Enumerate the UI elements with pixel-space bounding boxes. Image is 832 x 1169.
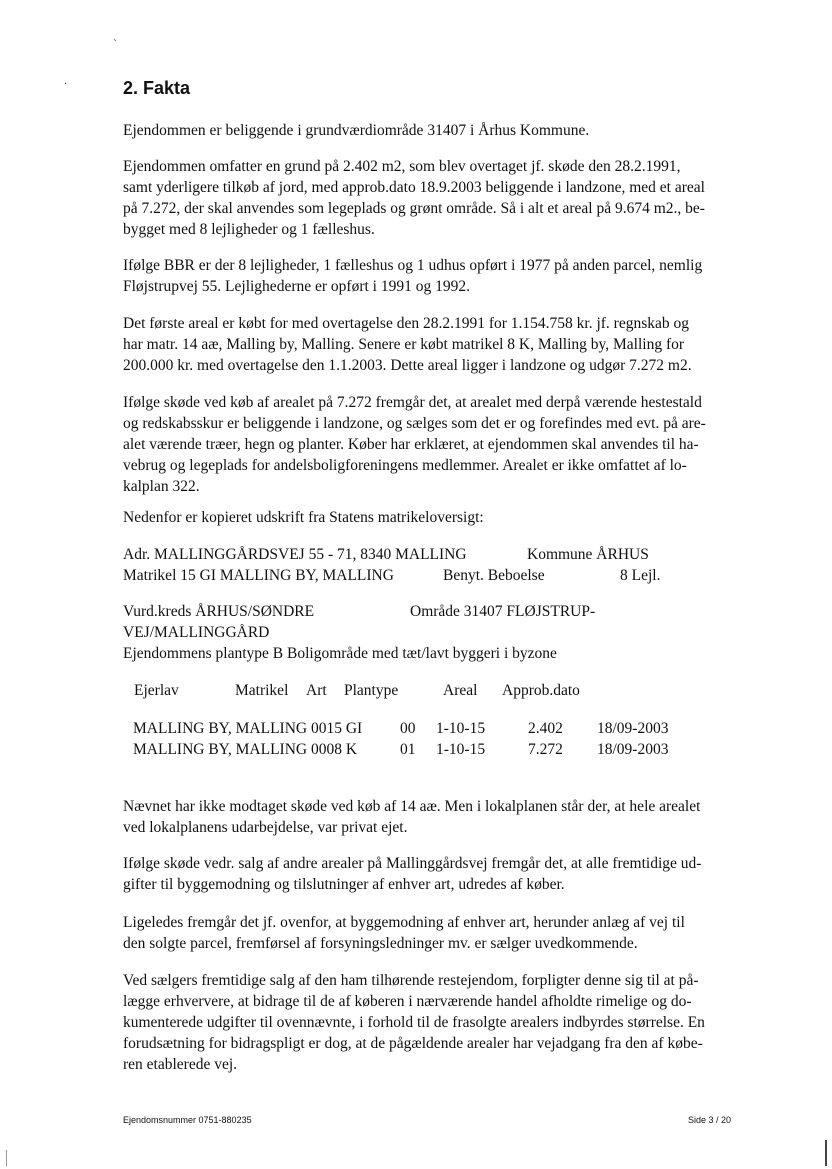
footer-page-number: Side 3 / 20 [688,1115,732,1125]
text-line: 200.000 kr. med overtagelse den 1.1.2003. Dette areal ligger i landzone og udgør 7.272 m2. [123,357,692,374]
section-heading: 2. Fakta [123,78,191,98]
col-header-plantype: Plantype [344,682,399,699]
matrikel-number: Matrikel 15 GI MALLING BY, MALLING [123,567,394,584]
col-header-matrikel: Matrikel [235,682,289,699]
paragraph [123,392,763,497]
matrikel-omraade-cont-row [123,622,723,643]
text-line: ren etablerede vej. [123,1056,238,1073]
matrikel-table-header [123,680,723,701]
scan-edge-mark [825,1140,827,1166]
text-line: og redskabsskur er beliggende i landzone, og sælges som det er og forefindes med evt. på are- [123,415,706,432]
text-line: samt yderligere tilkøb af jord, med approb.dato 18.9.2003 beliggende i landzone, med et areal [123,179,705,196]
matrikel-address-row [123,544,723,565]
text-line: har matr. 14 aæ, Malling by, Malling. Senere er købt matrikel 8 K, Malling by, Malling for [123,336,685,353]
matrikel-benyt: Benyt. Beboelse [443,567,545,584]
cell-approb: 18/09-2003 [597,741,669,758]
footer-property-number: Ejendomsnummer 0751-880235 [123,1115,252,1125]
text-line: kumenterede udgifter til ovennævnte, i forhold til de frasolgte arealers indbyrdes størrelse. En [123,1014,705,1031]
cell-art: 01 [400,741,416,758]
text-line: alet værende træer, hegn og planter. Køber har erklæret, at ejendommen skal anvendes til ha- [123,436,699,453]
paragraph [123,853,763,895]
text-line: forudsætning for bidragspligt er dog, at de pågældende arealer har vejadgang fra den af købe- [123,1035,703,1052]
text-line: Ejendommen er beliggende i grundværdiområde 31407 i Århus Kommune. [123,122,590,139]
cell-plantype: 1-10-15 [436,720,486,737]
text-line: ved lokalplanens udarbejdelse, var privat ejet. [123,819,408,836]
cell-plantype: 1-10-15 [436,741,486,758]
table-row [123,718,723,739]
text-line: på 7.272, der skal anvendes som legeplads og grønt område. Så i alt et areal på 9.674 m2., be- [123,200,705,217]
cell-ejerlav-matrikel: MALLING BY, MALLING 0008 K [133,741,358,758]
text-line: gifter til byggemodning og tilslutninger af enhver art, udredes af køber. [123,876,565,893]
table-row [123,739,723,760]
matrikel-kommune: Kommune ÅRHUS [527,546,649,563]
scan-edge-mark [6,1150,7,1166]
paragraph [123,796,763,838]
matrikel-address: Adr. MALLINGGÅRDSVEJ 55 - 71, 8340 MALLING [123,546,467,563]
scan-speck: · [64,79,68,90]
paragraph [123,970,763,1075]
paragraph [123,313,763,376]
paragraph [123,156,763,240]
cell-approb: 18/09-2003 [597,720,669,737]
paragraph [123,507,763,528]
text-line: Ved sælgers fremtidige salg af den ham tilhørende restejendom, forpligter denne sig til at på- [123,972,699,989]
text-line: Ifølge BBR er der 8 lejligheder, 1 fælleshus og 1 udhus opført i 1977 på anden parcel, nemlig [123,257,703,274]
matrikel-plantype-row [123,643,723,664]
text-line: Ligeledes fremgår det jf. ovenfor, at byggemodning af enhver art, herunder anlæg af vej til [123,914,685,931]
matrikel-vurd-block [123,601,723,664]
matrikel-table-body [123,718,723,760]
text-line: bygget med 8 lejligheder og 1 fælleshus. [123,221,375,238]
matrikel-plantype: Ejendommens plantype B Boligområde med tæt/lavt byggeri i byzone [123,645,557,662]
text-line: Fløjstrupvej 55. Lejlighederne er opført i 1991 og 1992. [123,278,470,295]
text-line: lægge erhververe, at bidrage til de af køberen i nærværende handel afholdte rimelige og do- [123,993,692,1010]
cell-areal: 2.402 [528,720,563,737]
paragraph [123,912,763,954]
col-header-approb: Approb.dato [502,682,580,699]
text-line: Ifølge skøde vedr. salg af andre arealer på Mallinggårdsvej fremgår det, at alle fremtidige ud- [123,855,702,872]
cell-ejerlav-matrikel: MALLING BY, MALLING 0015 GI [133,720,363,737]
matrikel-omraade-cont: VEJ/MALLINGGÅRD [123,624,270,641]
text-line: Ifølge skøde ved køb af arealet på 7.272 fremgår det, at arealet med derpå værende hestestald [123,394,702,411]
cell-areal: 7.272 [528,741,563,758]
text-line: Det første areal er købt for med overtagelse den 28.2.1991 for 1.154.758 kr. jf. regnskab og [123,315,690,332]
matrikel-vurd-row [123,601,723,622]
col-header-areal: Areal [443,682,478,699]
cell-art: 00 [400,720,416,737]
matrikel-table [123,680,723,701]
matrikel-lejl: 8 Lejl. [620,567,661,584]
paragraph [123,120,763,141]
matrikel-number-row [123,565,723,586]
paragraph [123,255,763,297]
text-line: Nævnet har ikke modtaget skøde ved køb af 14 aæ. Men i lokalplanen står der, at hele arealet [123,798,701,815]
text-line: vebrug og legeplads for andelsboligforeningens medlemmer. Arealet er ikke omfattet af lo- [123,457,687,474]
text-line: kalplan 322. [123,478,200,495]
text-line: den solgte parcel, fremførsel af forsyningsledninger mv. er sælger uvedkommende. [123,935,638,952]
matrikel-vurdkreds: Vurd.kreds ÅRHUS/SØNDRE [123,603,315,620]
col-header-ejerlav: Ejerlav [134,682,179,699]
col-header-art: Art [306,682,327,699]
scan-speck: ` [113,39,118,50]
matrikel-printout [123,544,723,586]
text-line: Ejendommen omfatter en grund på 2.402 m2, som blev overtaget jf. skøde den 28.2.1991, [123,158,681,175]
text-line: Nedenfor er kopieret udskrift fra Statens matrikeloversigt: [123,509,484,526]
matrikel-omraade: Område 31407 FLØJSTRUP- [410,603,596,620]
